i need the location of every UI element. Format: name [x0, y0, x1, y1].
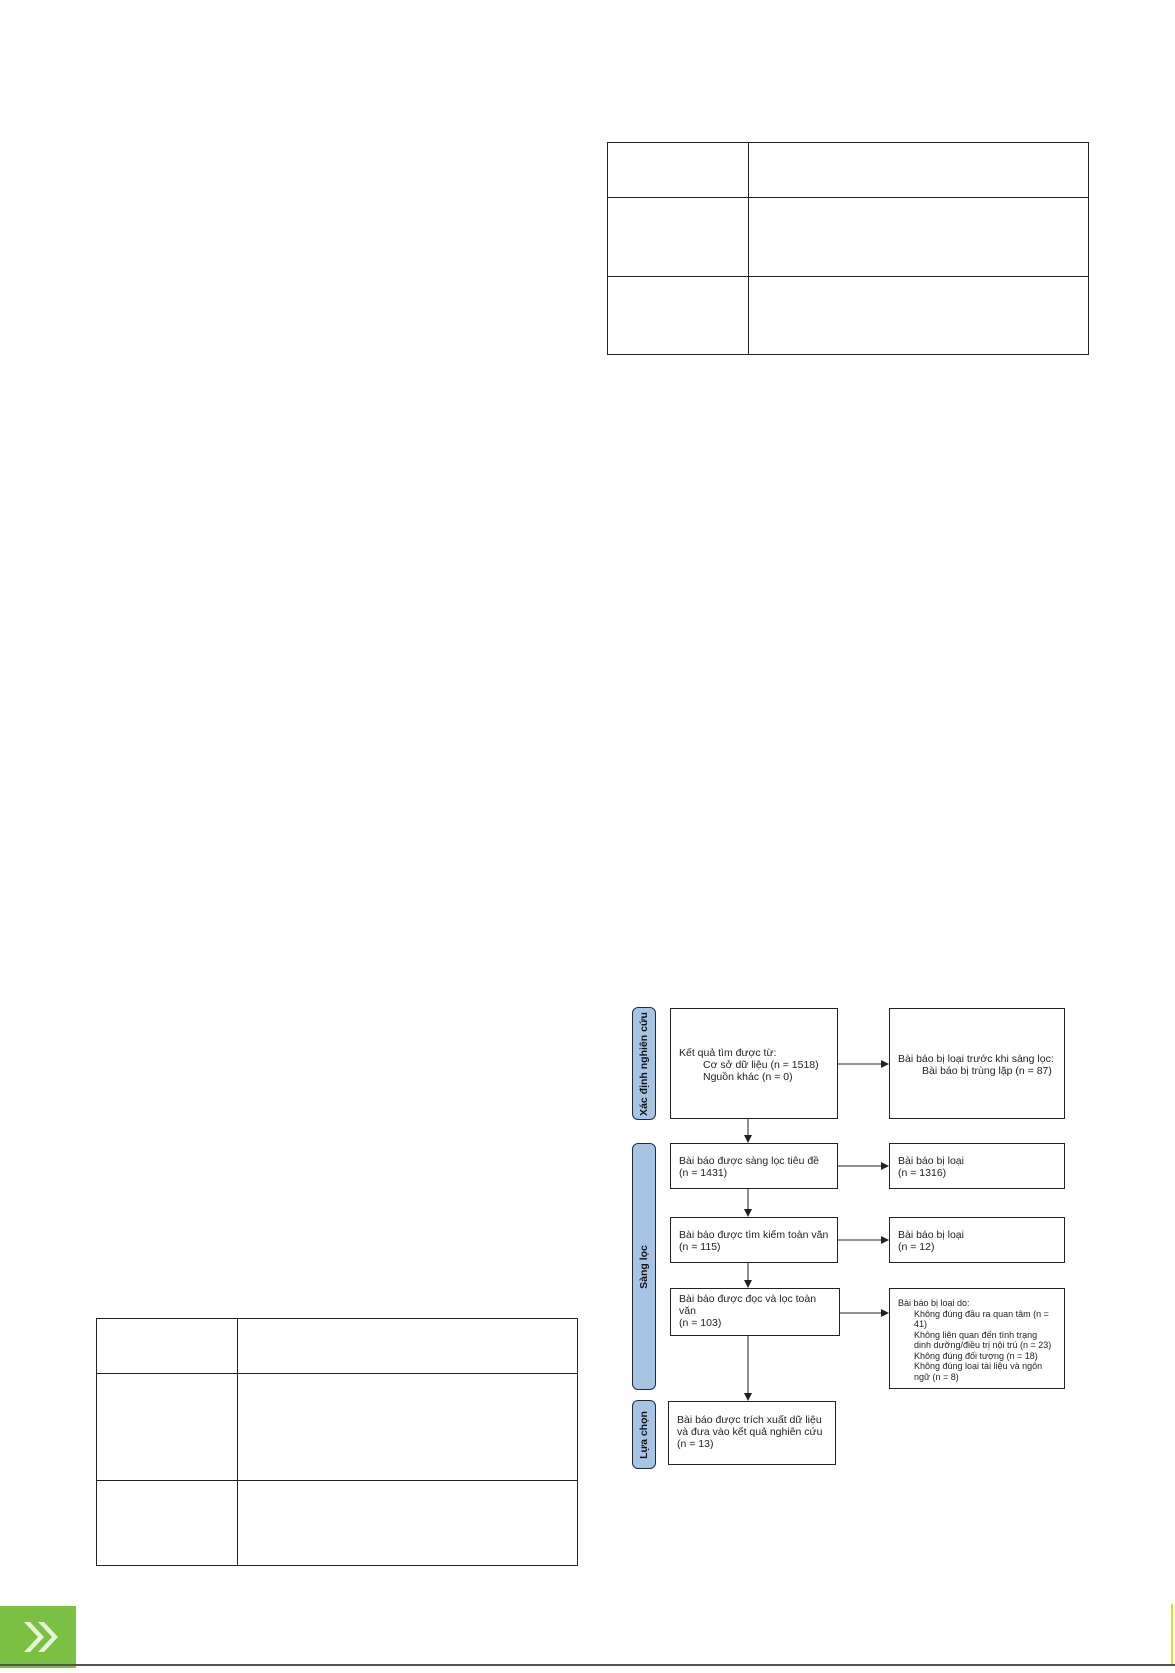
records-found-box: Kết quả tìm được từ: Cơ sở dữ liệu (n = 1518) Nguồn khác (n = 0) [670, 1008, 838, 1119]
band-screening: Sàng lọc [632, 1143, 656, 1390]
footer-rule [0, 1664, 1175, 1666]
band-selection: Lựa chọn [632, 1400, 656, 1469]
excluded-title-box: Bài báo bị loại (n = 1316) [889, 1143, 1065, 1189]
page-edge-mark [1171, 1604, 1173, 1664]
footer-accent-tab [0, 1606, 76, 1668]
excluded-fulltext-box: Bài báo bị loại (n = 12) [889, 1217, 1065, 1263]
fulltext-sought-box: Bài báo được tìm kiếm toàn văn (n = 115) [670, 1217, 838, 1263]
title-screened-box: Bài báo được sàng lọc tiêu đề (n = 1431) [670, 1143, 838, 1189]
included-box: Bài báo được trích xuất dữ liệu và đưa vào kết quả nghiên cứu (n = 13) [668, 1401, 836, 1465]
exclusion-reasons-box: Bài báo bị loại do: Không đúng đầu ra quan tâm (n = 41) Không liên quan đến tình trạng dinh dưỡng/điều trị nội trú (n = 23) Không đúng đối tượng (n = 18) Không đúng loại tài liệu và ngôn ngữ (n = 8) [889, 1288, 1065, 1389]
double-chevron-right-icon [0, 1606, 76, 1668]
removed-before-screening-box: Bài báo bị loại trước khi sàng lọc: Bài báo bị trùng lặp (n = 87) [889, 1008, 1065, 1119]
band-identification: Xác định nghiên cứu [632, 1007, 656, 1120]
fulltext-read-box: Bài báo được đọc và lọc toàn văn (n = 103) [670, 1288, 840, 1336]
